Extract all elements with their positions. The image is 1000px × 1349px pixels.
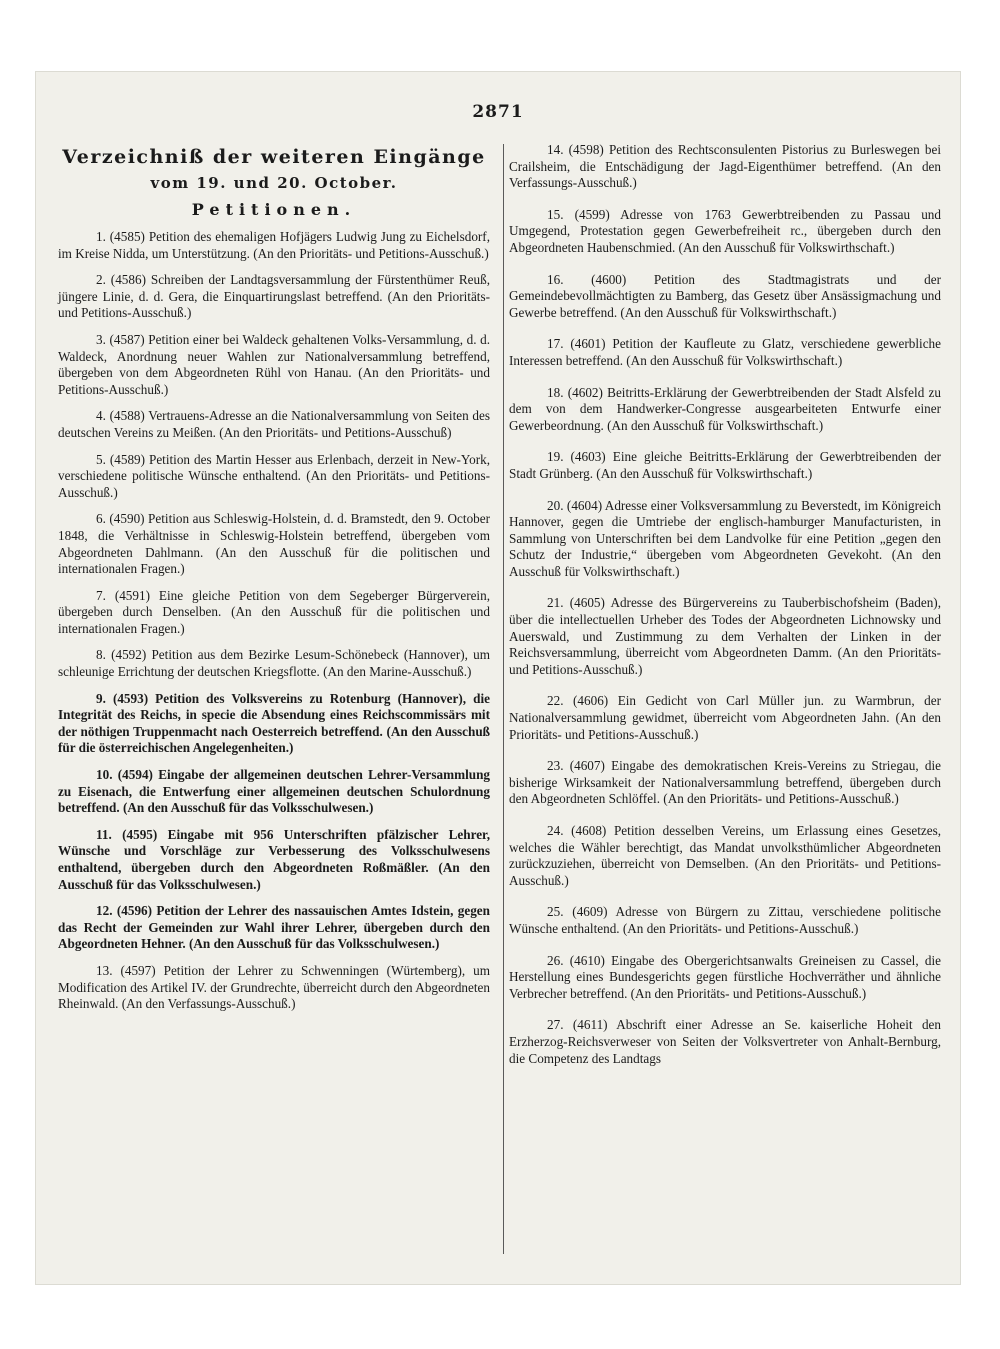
petition-entry: 21. (4605) Adresse des Bürgervereins zu Tauberbischofsheim (Baden), über die intellectuellen Urheber des Todes der Abgeordneten Lichnowsky und Auerswald, und Zustimmung zu dem Verhalten der Linken in der Reichsversammlung, überreicht vom Abgeordneten Damm. (An den Prioritäts- und Petitions-Ausschuß.) — [509, 595, 941, 677]
petition-entry: 6. (4590) Petition aus Schleswig-Holstein, d. d. Bramstedt, den 9. October 1848, die Verhältnisse in Schleswig-Holstein betreffend, übergeben vom Abgeordneten Dahlmann. (An den Ausschuß für die politischen und internationalen Fragen.) — [58, 511, 490, 577]
petition-entry: 10. (4594) Eingabe der allgemeinen deutschen Lehrer-Versammlung zu Eisenach, die Entwerfung einer allgemeinen deutschen Schulordnung betreffend. (An den Ausschuß für das Volksschulwesen.) — [58, 767, 490, 816]
petition-entry: 20. (4604) Adresse einer Volksversammlung zu Beverstedt, im Königreich Hannover, gegen die Umtriebe der englisch-hamburger Manufacturisten, in Sammlung von Unterschriften bei dem Landvolke für eine Petition „gegen den Schutz der Industrie,“ übergeben vom Abgeordneten Gevekoht. (An den Ausschuß für Volkswirthschaft.) — [509, 497, 941, 579]
petition-entry: 14. (4598) Petition des Rechtsconsulenten Pistorius zu Burleswegen bei Crailsheim, die Entschädigung der Jagd-Eigenthümer betreffend. (An den Verfassungs-Ausschuß.) — [509, 142, 941, 191]
petition-entry: 4. (4588) Vertrauens-Adresse an die Nationalversammlung von Seiten des deutschen Vereins zu Meißen. (An den Prioritäts- und Petitions-Ausschuß) — [58, 408, 490, 440]
petition-entry: 7. (4591) Eine gleiche Petition von dem Segeberger Bürgerverein, übergeben durch Denselben. (An den Ausschuß für die politischen und internationalen Fragen.) — [58, 587, 490, 636]
petition-entry: 2. (4586) Schreiben der Landtagsversammlung der Fürstenthümer Reuß, jüngere Linie, d. d. Gera, die Einquartirungslast betreffend. (An den Prioritäts- und Petitions-Ausschuß.) — [58, 272, 490, 321]
section-heading: Petitionen. — [191, 200, 357, 219]
petition-entry: 3. (4587) Petition einer bei Waldeck gehaltenen Volks-Versammlung, d. d. Waldeck, Anordnung neuer Wahlen zur Nationalversammlung betreffend, übergeben von dem Abgeordneten Rühl von Hanau. (An den Prioritäts- und Petitions-Ausschuß.) — [58, 331, 490, 397]
petition-entry: 27. (4611) Abschrift einer Adresse an Se. kaiserliche Hoheit den Erzherzog-Reichsverweser von Seiten der Volksvertreter von Anhalt-Bernburg, die Competenz des Landtags — [509, 1017, 941, 1066]
list-title: Verzeichniß der weiteren Eingänge — [62, 146, 486, 168]
petition-entry: 24. (4608) Petition desselben Vereins, um Erlassung eines Gesetzes, welches die Wähler berechtigt, das Mandat unvolksthümlicher Abgeordneten zurückzuziehen, überreicht von Demselben. (An den Prioritäts- und Petitions-Ausschuß.) — [509, 823, 941, 888]
petition-entry: 26. (4610) Eingabe des Obergerichtsanwalts Greineisen zu Cassel, die Herstellung eines Bundesgerichts gegen fürstliche Hochverräther und ähnliche Verbrecher betreffend. (An den Prioritäts- und Petitions-Ausschuß.) — [509, 952, 941, 1001]
petition-entry: 1. (4585) Petition des ehemaligen Hofjägers Ludwig Jung zu Eichelsdorf, im Kreise Nidda, um Unterstützung. (An den Prioritäts- und Petitions-Ausschuß.) — [58, 229, 490, 261]
petition-entry: 12. (4596) Petition der Lehrer des nassauischen Amtes Idstein, gegen das Recht der Gemeinden zur Wahl ihrer Lehrer, übergeben durch den Abgeordneten Hehner. (An den Ausschuß für das Volksschulwesen.) — [58, 903, 490, 952]
petition-entry: 22. (4606) Ein Gedicht von Carl Müller jun. zu Warmbrun, der Nationalversammlung gewidmet, überreicht vom Abgeordneten Jahn. (An den Prioritäts- und Petitions-Ausschuß.) — [509, 693, 941, 742]
right-column — [509, 142, 941, 1082]
petition-entry: 17. (4601) Petition der Kaufleute zu Glatz, verschiedene gewerbliche Interessen betreffend. (An den Ausschuß für Volkswirthschaft.) — [509, 336, 941, 368]
petition-entry: 18. (4602) Beitritts-Erklärung der Gewerbtreibenden der Stadt Alsfeld zu dem von dem Handwerker-Congresse ausgearbeiteten Entwurfe einer Gewerbeordnung. (An den Ausschuß für Volkswirthschaft.) — [509, 384, 941, 433]
petition-entry: 25. (4609) Adresse von Bürgern zu Zittau, verschiedene politische Wünsche enthaltend. (An den Prioritäts- und Petitions-Ausschuß.) — [509, 904, 941, 936]
petition-entry: 9. (4593) Petition des Volksvereins zu Rotenburg (Hannover), die Integrität des Reichs, in specie die Absendung eines Reichscommissärs mit der nöthigen Truppenmacht nach Oesterreich betreffend. (An den Ausschuß für die österreichischen Angelegenheiten.) — [58, 690, 490, 756]
document-page — [36, 72, 960, 1284]
petition-entry: 19. (4603) Eine gleiche Beitritts-Erklärung der Gewerbtreibenden der Stadt Grünberg. (An den Ausschuß für Volkswirthschaft.) — [509, 449, 941, 481]
petition-entry: 16. (4600) Petition des Stadtmagistrats und der Gemeindebevollmächtigten zu Bamberg, das Gesetz über Ansässigmachung und Gewerbe betreffend. (An den Ausschuß für Volkswirthschaft.) — [509, 271, 941, 320]
petition-entry: 5. (4589) Petition des Martin Hesser aus Erlenbach, derzeit in New-York, verschiedene politische Wünsche enthaltend. (An den Prioritäts- und Petitions-Ausschuß.) — [58, 451, 490, 500]
petition-entry: 8. (4592) Petition aus dem Bezirke Lesum-Schönebeck (Hannover), um schleunige Errichtung der deutschen Kriegsflotte. (An den Marine-Ausschuß.) — [58, 647, 490, 680]
column-divider — [503, 144, 504, 1254]
petition-entry: 23. (4607) Eingabe des demokratischen Kreis-Vereins zu Striegau, die bisherige Wirksamkeit der Nationalversammlung betreffend, übergeben durch den Abgeordneten Schlöffel. (An den Prioritäts- und Petitions-Ausschuß.) — [509, 758, 941, 807]
petition-entry: 13. (4597) Petition der Lehrer zu Schwenningen (Würtemberg), um Modification des Artikel IV. der Grundrechte, überreicht durch den Abgeordneten Rheinwald. (An den Verfassungs-Ausschuß.) — [58, 962, 490, 1012]
list-dates: vom 19. und 20. October. — [150, 174, 398, 192]
left-column — [58, 142, 490, 1023]
page-number: 2871 — [472, 102, 524, 122]
petition-entry: 15. (4599) Adresse von 1763 Gewerbtreibenden zu Passau und Umgegend, Protestation gegen Gewerbefreiheit rc., übergeben durch den Abgeordneten Haubenschmied. (An den Ausschuß für Volkswirthschaft.) — [509, 206, 941, 255]
petition-entry: 11. (4595) Eingabe mit 956 Unterschriften pfälzischer Lehrer, Wünsche und Vorschläge zur Verbesserung des Volksschulwesens enthaltend, übergeben durch den Abgeordneten Roßmäßler. (An den Ausschuß für das Volksschulwesen.) — [58, 826, 490, 892]
